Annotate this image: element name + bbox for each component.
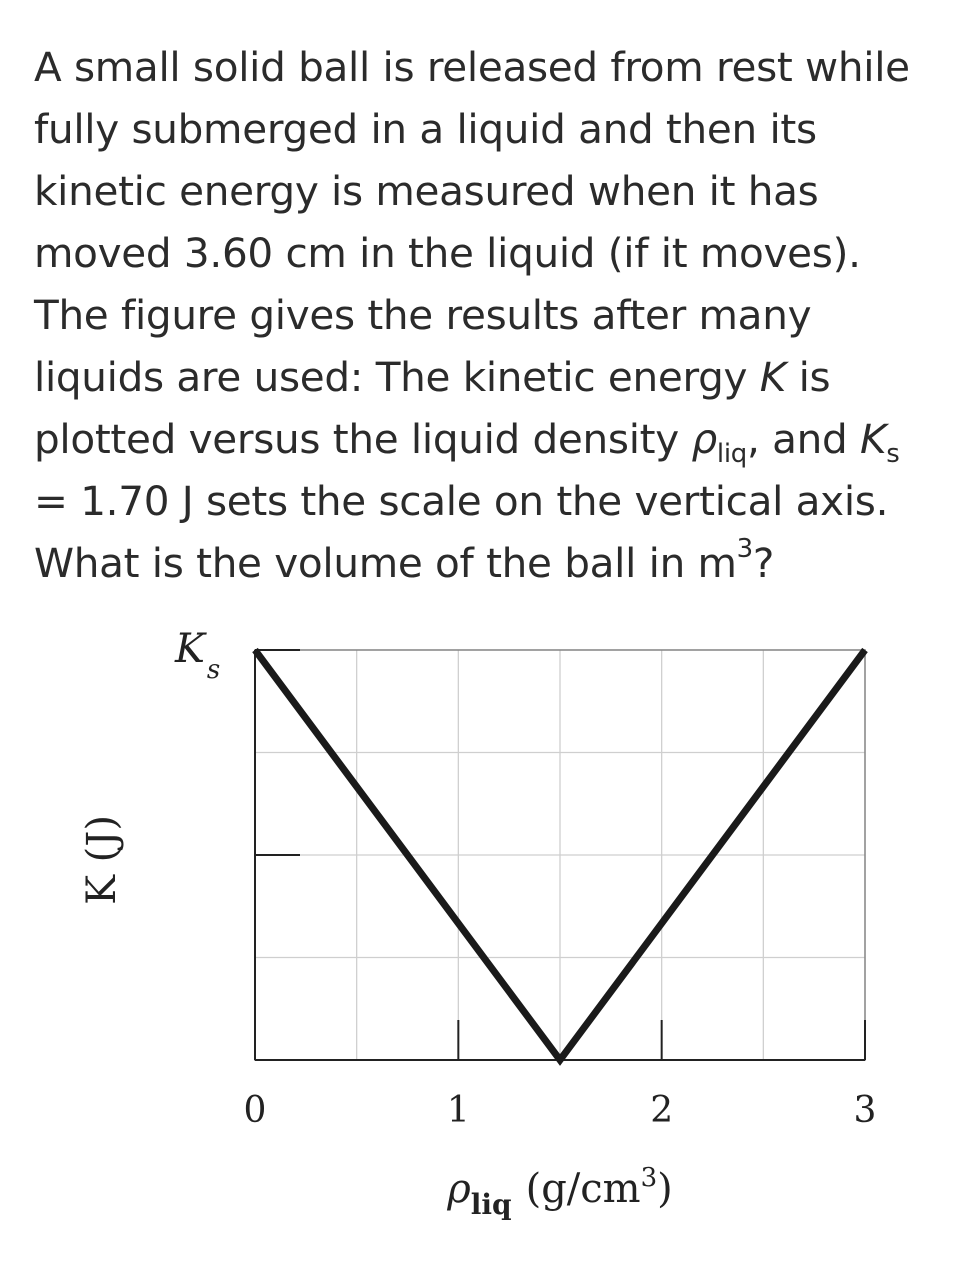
density-symbol: ρ: [691, 415, 717, 463]
x-axis-label-symbol: ρ: [447, 1166, 471, 1212]
x-axis-label-exp: 3: [640, 1163, 658, 1193]
x-axis-label-close: ): [657, 1166, 673, 1212]
y-tick-label-ks-main: K: [175, 626, 205, 672]
chart-labels: [79, 626, 876, 1221]
scale-symbol: K: [860, 415, 887, 463]
x-tick-label: 3: [853, 1090, 877, 1131]
problem-text-part5: ?: [752, 539, 775, 587]
x-axis-label: [446, 1163, 673, 1221]
y-axis-label: K (J): [79, 815, 125, 905]
y-tick-label-ks: [174, 626, 220, 685]
chart-svg: [0, 600, 963, 1265]
problem-text-part4: = 1.70 J sets the scale on the vertical axis. What is the volume of the ball in m: [34, 477, 889, 587]
problem-text-part2: is plotted versus the liquid density: [34, 353, 831, 463]
density-subscript: liq: [716, 439, 747, 469]
scale-subscript: s: [886, 439, 900, 469]
kinetic-energy-chart: [0, 600, 963, 1265]
x-tick-label: 2: [650, 1090, 674, 1131]
kinetic-energy-symbol: K: [759, 353, 787, 401]
y-tick-label-ks-sub: s: [206, 655, 221, 685]
problem-text-part1: A small solid ball is released from rest while fully submerged in a liquid and then its kinetic energy is measured when it has moved 3.60 cm in the liquid (if it moves). The figure gives the results after many liquids are used: The kinetic energy: [34, 43, 910, 401]
x-tick-label: 1: [446, 1090, 470, 1131]
x-axis-label-unit: (g/cm: [525, 1166, 641, 1212]
x-tick-label: 0: [243, 1090, 267, 1131]
volume-exponent: 3: [736, 534, 753, 564]
x-axis-label-sub: liq: [470, 1188, 512, 1221]
problem-text-part3: , and: [746, 415, 861, 463]
chart-grid: [255, 650, 865, 1060]
problem-text: [34, 36, 944, 594]
